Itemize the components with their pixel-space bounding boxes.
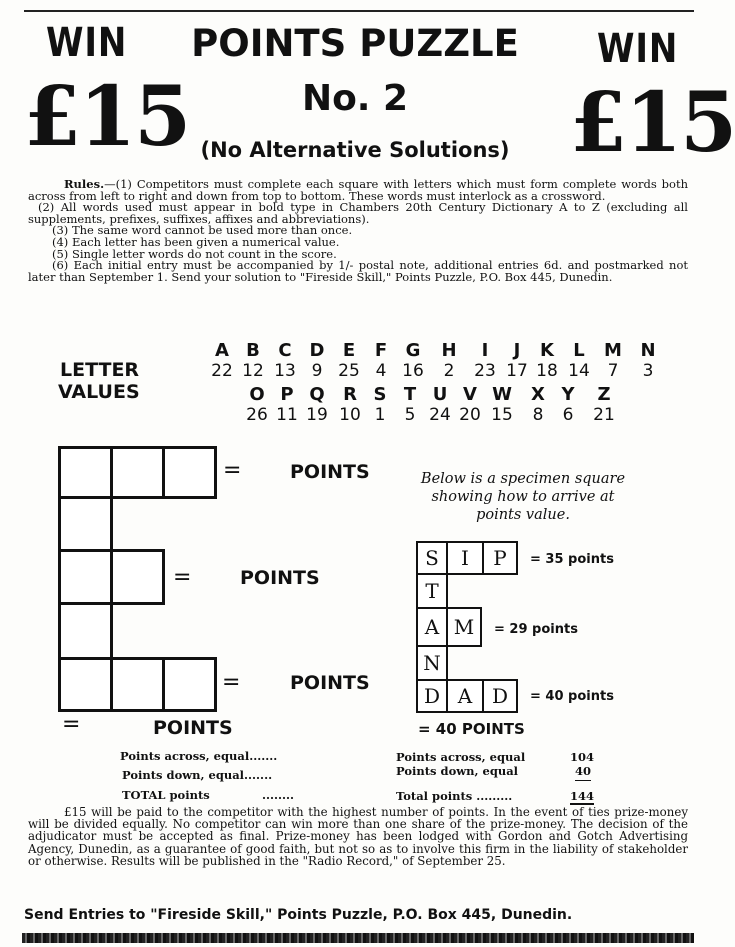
specimen-across-value: 104 xyxy=(570,750,595,764)
letter-value-k xyxy=(534,340,560,381)
letter-glyph: W xyxy=(492,384,512,405)
letter-number: 22 xyxy=(211,361,233,381)
specimen-cell-r3c1: A xyxy=(416,607,448,647)
letter-value-o xyxy=(244,384,270,425)
specimen-row1-points: = 35 points xyxy=(530,552,614,567)
specimen-cell-r1c1: S xyxy=(416,541,448,575)
letter-number: 23 xyxy=(474,361,496,381)
letter-glyph: B xyxy=(246,340,260,361)
specimen-cell-r1c3: P xyxy=(482,541,518,575)
letter-number: 18 xyxy=(536,361,558,381)
letter-number: 19 xyxy=(306,405,328,425)
letter-number: 12 xyxy=(242,361,264,381)
letter-value-x xyxy=(525,384,551,425)
letter-value-p xyxy=(274,384,300,425)
rule-6: (6) Each initial entry must be accompanied by 1/- postal note, additional entries 6d. and postmarked not later than September 1. Send your solution to "Fireside Skill," Points Puzzle, P.O. Box 445, Dunedin. xyxy=(28,258,688,284)
win-right: WIN xyxy=(597,26,679,72)
row1-points-label: POINTS xyxy=(290,461,370,483)
letter-value-h xyxy=(436,340,462,381)
letter-value-g xyxy=(400,340,426,381)
page-title: POINTS PUZZLE xyxy=(191,22,519,65)
down-equals: = xyxy=(62,712,81,737)
letter-number: 24 xyxy=(429,405,451,425)
win-left: WIN xyxy=(46,20,128,66)
specimen-cell-r5c2: A xyxy=(446,679,484,713)
specimen-row5-points: = 40 points xyxy=(530,689,614,704)
puzzle-number: No. 2 xyxy=(301,78,409,119)
letter-value-n xyxy=(635,340,661,381)
letter-glyph: C xyxy=(278,340,292,361)
letter-value-f xyxy=(368,340,394,381)
specimen-caption-line-1: Below is a specimen square xyxy=(420,471,626,487)
rules-lead: Rules. xyxy=(64,177,105,191)
rule-5: (5) Single letter words do not count in the score. xyxy=(52,246,337,261)
letter-number: 1 xyxy=(374,405,386,425)
specimen-cell-r5c3: D xyxy=(482,679,518,713)
total-points-dots: ........ xyxy=(262,788,295,802)
top-rule xyxy=(24,10,694,12)
rule-3: (3) The same word cannot be used more than once. xyxy=(52,223,353,238)
letter-number: 9 xyxy=(311,361,323,381)
specimen-across-label: Points across, equal xyxy=(396,750,526,764)
specimen-down-value: 40 xyxy=(575,764,591,781)
grid-cell-r4c1[interactable] xyxy=(58,602,113,660)
letter-number: 14 xyxy=(568,361,590,381)
letter-value-b xyxy=(240,340,266,381)
letter-glyph: O xyxy=(249,384,265,405)
letter-number: 5 xyxy=(404,405,416,425)
prize-left: £15 xyxy=(24,69,190,165)
letter-glyph: K xyxy=(540,340,554,361)
letter-glyph: L xyxy=(573,340,585,361)
letter-number: 7 xyxy=(607,361,619,381)
specimen-cell-r4c1: N xyxy=(416,645,448,681)
grid-cell-r5c3[interactable] xyxy=(162,657,217,712)
letter-glyph: R xyxy=(343,384,357,405)
letter-glyph: G xyxy=(405,340,421,361)
footer-paragraph: £15 will be paid to the competitor with the highest number of points. In the event of ties prize-money will be divided equally. No competitor can win more than one share of the prize-money. The decision of the adjudicator must be accepted as final. Prize-money has been lodged with Gordon and Gotch Advertising Agency, Dunedin, as a guarantee of good faith, but not so as to involve this firm in the liability of stakeholder or otherwise. Results will be published in the "Radio Record," of September 25. xyxy=(28,805,688,868)
letter-number: 4 xyxy=(375,361,387,381)
letter-glyph: P xyxy=(280,384,294,405)
row3-points-label: POINTS xyxy=(240,567,320,589)
grid-cell-r5c1[interactable] xyxy=(58,657,113,712)
letter-glyph: N xyxy=(640,340,656,361)
points-down-label: Points down, equal....... xyxy=(122,768,273,782)
letter-values-row-1 xyxy=(0,340,700,386)
total-points-label: TOTAL points xyxy=(122,788,210,802)
letter-values-label-1: LETTER xyxy=(60,359,140,381)
send-entries: Send Entries to "Fireside Skill," Points Puzzle, P.O. Box 445, Dunedin. xyxy=(24,907,573,923)
letter-number: 16 xyxy=(402,361,424,381)
letter-value-v xyxy=(457,384,483,425)
specimen-cell-r2c1: T xyxy=(416,573,448,609)
letter-value-r xyxy=(337,384,363,425)
rules-block xyxy=(28,179,688,283)
letter-value-w xyxy=(489,384,515,425)
letter-glyph: M xyxy=(604,340,622,361)
letter-glyph: Z xyxy=(597,384,611,405)
specimen-caption-line-3: points value. xyxy=(476,507,570,523)
specimen-cell-r1c2: I xyxy=(446,541,484,575)
letter-glyph: H xyxy=(441,340,457,361)
letter-glyph: Y xyxy=(561,384,575,405)
letter-values-label-2: VALUES xyxy=(58,381,140,403)
specimen-caption-line-2: showing how to arrive at xyxy=(431,489,615,505)
specimen-row3-points: = 29 points xyxy=(494,622,578,637)
prize-right: £15 xyxy=(570,75,735,171)
letter-number: 20 xyxy=(459,405,481,425)
letter-number: 25 xyxy=(338,361,360,381)
letter-values-row-2 xyxy=(0,384,700,430)
specimen-total-value: 144 xyxy=(570,789,595,803)
grid-cell-r3c2[interactable] xyxy=(110,549,165,605)
letter-number: 3 xyxy=(642,361,654,381)
footer-terms xyxy=(28,806,688,867)
specimen-cell-r5c1: D xyxy=(416,679,448,713)
letter-value-j xyxy=(504,340,530,381)
specimen-down-label: Points down, equal xyxy=(396,764,519,778)
letter-number: 10 xyxy=(339,405,361,425)
letter-glyph: E xyxy=(342,340,356,361)
letter-glyph: I xyxy=(481,340,489,361)
letter-value-l xyxy=(566,340,592,381)
letter-number: 2 xyxy=(443,361,455,381)
letter-value-m xyxy=(600,340,626,381)
grid-cell-r3c1[interactable] xyxy=(58,549,113,605)
letter-value-d xyxy=(304,340,330,381)
letter-number: 26 xyxy=(246,405,268,425)
subtitle: (No Alternative Solutions) xyxy=(200,138,510,162)
row3-equals: = xyxy=(173,565,192,590)
letter-value-t xyxy=(397,384,423,425)
letter-number: 11 xyxy=(276,405,298,425)
letter-glyph: D xyxy=(309,340,325,361)
letter-glyph: A xyxy=(215,340,229,361)
grid-cell-r1c1[interactable] xyxy=(58,446,113,499)
letter-glyph: X xyxy=(531,384,545,405)
row5-equals: = xyxy=(222,670,241,695)
letter-glyph: S xyxy=(373,384,387,405)
letter-value-u xyxy=(427,384,453,425)
grid-cell-r5c2[interactable] xyxy=(110,657,165,712)
rule-2: (2) All words used must appear in bold type in Chambers 20th Century Dictionary A to Z (excluding all supplements, prefixes, suffixes, affixes and abbreviations). xyxy=(28,200,688,226)
specimen-cell-r3c2: M xyxy=(446,607,482,647)
letter-value-e xyxy=(336,340,362,381)
letter-value-a xyxy=(209,340,235,381)
grid-cell-r2c1[interactable] xyxy=(58,496,113,552)
letter-value-y xyxy=(555,384,581,425)
grid-cell-r1c3[interactable] xyxy=(162,446,217,499)
letter-glyph: U xyxy=(432,384,448,405)
letter-value-q xyxy=(304,384,330,425)
letter-glyph: Q xyxy=(309,384,325,405)
letter-number: 8 xyxy=(532,405,544,425)
rule-4: (4) Each letter has been given a numerical value. xyxy=(52,234,340,249)
letter-number: 17 xyxy=(506,361,528,381)
letter-glyph: F xyxy=(374,340,388,361)
letter-value-s xyxy=(367,384,393,425)
letter-number: 13 xyxy=(274,361,296,381)
row5-points-label: POINTS xyxy=(290,672,370,694)
letter-glyph: V xyxy=(463,384,477,405)
points-across-label: Points across, equal....... xyxy=(120,749,278,763)
row1-equals: = xyxy=(223,458,242,483)
down-points-label: POINTS xyxy=(153,717,233,739)
letter-value-i xyxy=(472,340,498,381)
specimen-down-points: = 40 POINTS xyxy=(418,720,525,738)
letter-number: 6 xyxy=(562,405,574,425)
letter-value-z xyxy=(591,384,617,425)
specimen-total-label: Total points ......... xyxy=(396,789,513,803)
grid-cell-r1c2[interactable] xyxy=(110,446,165,499)
letter-number: 21 xyxy=(593,405,615,425)
letter-value-c xyxy=(272,340,298,381)
specimen-caption xyxy=(392,470,654,524)
bottom-rule xyxy=(22,933,694,943)
rule-1: —(1) Competitors must complete each square with letters which must form complete words both across from left to right and down from top to bottom. These words must interlock as a crossword. xyxy=(28,177,688,203)
letter-number: 15 xyxy=(491,405,513,425)
letter-glyph: J xyxy=(513,340,521,361)
letter-glyph: T xyxy=(403,384,417,405)
